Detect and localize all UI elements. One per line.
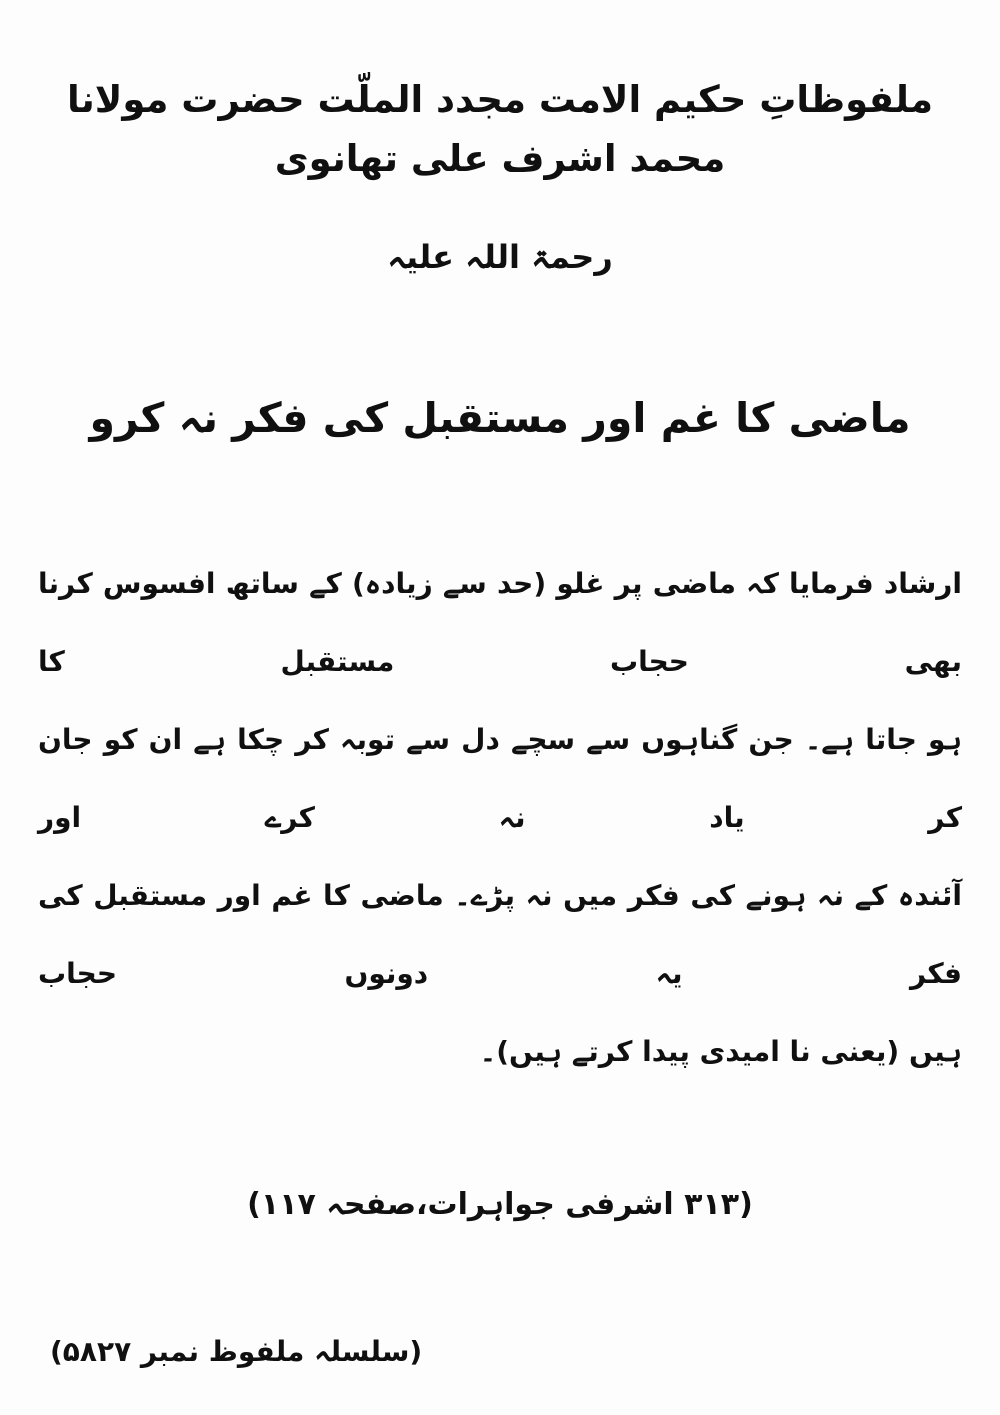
body-line-3: آئندہ کے نہ ہونے کی فکر میں نہ پڑے۔ ماضی کا غم اور مستقبل کی فکر یہ دونوں حجاب [38, 879, 962, 991]
section-heading: ماضی کا غم اور مستقبل کی فکر نہ کرو [89, 393, 911, 442]
document-header [38, 70, 962, 284]
body-line-4: ہیں (یعنی نا امیدی پیدا کرتے ہیں)۔ [479, 1035, 962, 1069]
citation: (۳۱۳ اشرفی جواہرات،صفحہ ۱۱۷) [247, 1187, 753, 1223]
document-subtitle: رحمۃ اللہ علیہ [387, 238, 613, 277]
body-line-2: ہو جاتا ہے۔ جن گناہوں سے سچے دل سے توبہ کر چکا ہے ان کو جان کر یاد نہ کرے اور [38, 723, 962, 835]
body-line-1: ارشاد فرمایا کہ ماضی پر غلو (حد سے زیادہ) کے ساتھ افسوس کرنا بھی حجاب مستقبل کا [38, 567, 962, 679]
series-note: (سلسلہ ملفوظ نمبر ۵۸۲۷) [50, 1335, 423, 1369]
body-paragraph [38, 545, 962, 1091]
document-title: ملفوظاتِ حکیم الامت مجدد الملّت حضرت مولانا محمد اشرف علی تھانوی [66, 78, 933, 181]
